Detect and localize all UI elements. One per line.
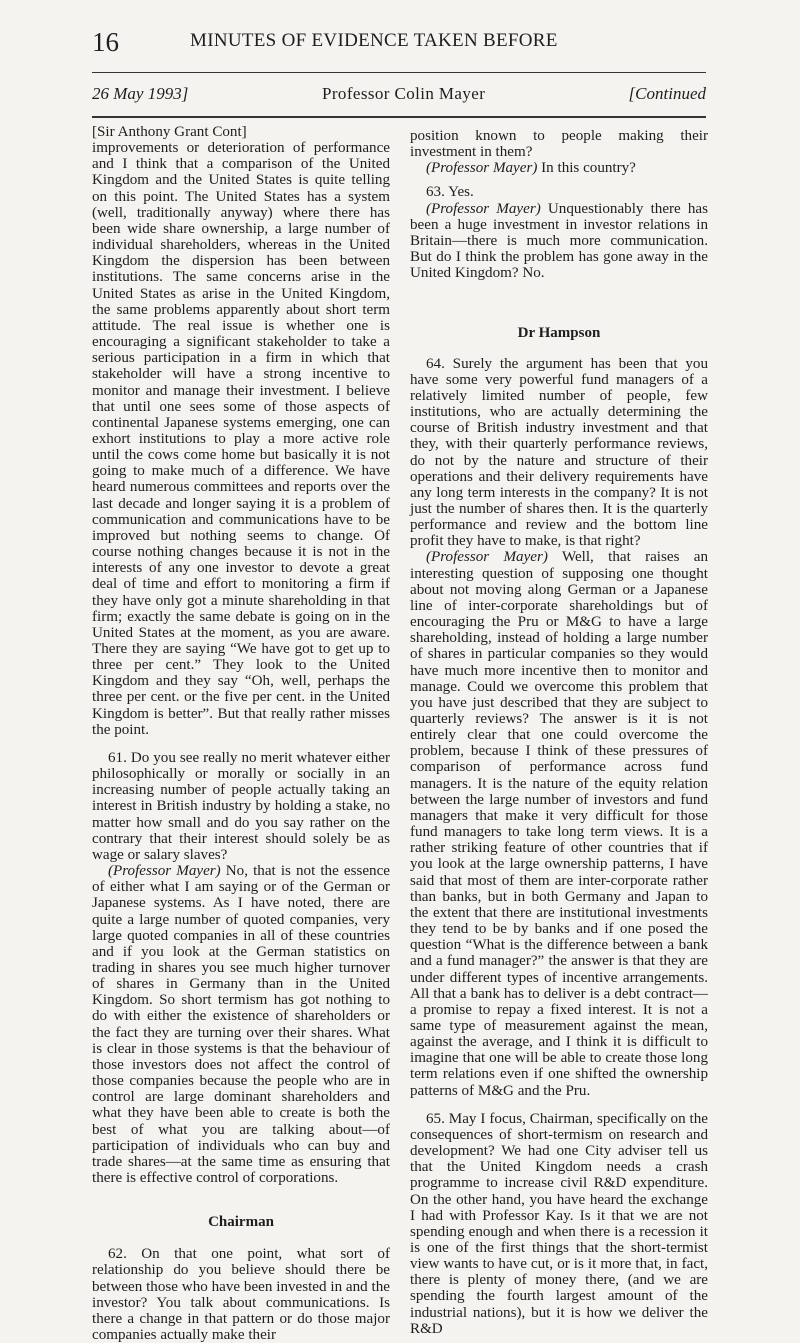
document-title: MINUTES OF EVIDENCE TAKEN BEFORE bbox=[190, 30, 558, 51]
question-64: 64. Surely the argument has been that you have some very powerful fund managers of a relatively limited number of people, few institutions, who are actually determining the course of British industry investment and that they, with their quarterly performance reviews, do not by the nature and structure of their operations and their delivery requirements have any long term interests in the company? It is not just the number of shares then. It is the quarterly performance and review and the bottom line profit they have to make, is that right? bbox=[410, 355, 708, 550]
paragraph: improvements or deterioration of performance and I think that a comparison of the United Kingdom and the United States is quite telling on this point. The United States has a system (well, traditionally anyway) where there has been wide share ownership, a large number of individual shareholders, whereas in the United Kingdom the dispersion has been between institutions. The same concerns arise in the United States as arise in the United Kingdom, the same problems apparently about short term attitude. The real issue is whether one is encouraging a significant stakeholder to take a serious participation in a firm in which that stakeholder will have a strong incentive to monitor and manage their investment. I believe that until one sees some of those aspects of continental Japanese systems emerging, one can exhort institutions to play a more active role until the cows come home but basically it is not going to make much of a difference. We have heard numerous committees and reports over the last decade and longer saying it is a problem of communication and communications have to be improved but nothing seems to change. Of course nothing changes because it is not in the interests of any one investor to devote a great deal of time and effort to monitoring a firm if they have only got a minute shareholding in that firm; exactly the same debate is going on in the United States at the moment, as you are aware. There they are saying “We have got to get up to three per cent.” They look to the United Kingdom and they say “Oh, well, perhaps the three per cent. or the five per cent. in the United Kingdom is better”. But that really rather misses the point. bbox=[92, 140, 390, 738]
speaker-label: [Sir Anthony Grant Cont] bbox=[92, 124, 247, 140]
witness-name: Professor Colin Mayer bbox=[322, 84, 486, 103]
answer-speaker: (Professor Mayer) bbox=[426, 200, 541, 217]
question-65: 65. May I focus, Chairman, specifically on the consequences of short-termism on research and development? We had one City adviser tell us that the United Kingdom needs a crash programme to increase civil R&D expenditure. On the other hand, you have heard the exchange I had with Professor Kay. Is it that we are not spending enough and when there is a recession it is one of the first things that the short-termist view wants to have cut, or is it more that, in fact, there is plenty of money there, (and we are spending the fourth largest amount of the industrial nations), but it is how we deliver the R&D bbox=[410, 1110, 708, 1337]
section-heading-hampson: Dr Hampson bbox=[517, 325, 601, 342]
sitting-date: 26 May 1993] bbox=[92, 84, 189, 103]
answer-64: (Professor Mayer) Well, that raises an interesting question of supposing one thought about not moving along German or a Japanese line of inter-corporate shareholdings but of encouraging the Pru or M&G to have a large shareholding, instead of holding a large number of shares in particular companies so they would have much more incentive then to monitor and manage. Could we overcome this problem that you have just described that they are subject to quarterly reviews? The answer is it is not entirely clear that one could overcome the problem, because I think of these pressures of comparison of performance across fund managers. It is the nature of the equity relation between the large number of investors and fund managers that make it very difficult for those fund managers to take long term views. It is a rather striking feature of other countries that if you look at the large ownership patterns, I have said that most of them are inter-corporate rather than banks, but in both Germany and Japan to the extent that there are institutional investments they tend to be by banks and if one posed the question “What is the difference between a bank and a fund manager?” the answer is that they are under different types of incentive arrangements. All that a bank has to deliver is a debt contract—a promise to repay a fixed interest. It is not a same type of measurement against the mean, against the average, and I think it is difficult to imagine that one will be able to create those long term relations even if one shifted the ownership patterns of M&G and the Pru. bbox=[410, 549, 708, 1099]
question-62-continued: position known to people making their investment in them? bbox=[410, 128, 708, 161]
question-63: 63. Yes. bbox=[426, 184, 474, 201]
header-rule-top bbox=[92, 72, 706, 73]
running-head bbox=[0, 26, 800, 66]
question-62: 62. On that one point, what sort of relationship do you believe should there be between those who have been invested in and the investor? You talk about communications. Is there a change in that pattern or do those major companies actually make their bbox=[92, 1246, 390, 1343]
answer-country: (Professor Mayer) In this country? bbox=[426, 160, 636, 177]
answer-speaker: (Professor Mayer) bbox=[108, 863, 221, 880]
answer-speaker: (Professor Mayer) bbox=[426, 549, 548, 566]
page-number: 16 bbox=[92, 27, 119, 57]
right-column bbox=[410, 124, 708, 1337]
question-61: 61. Do you see really no merit whatever either philosophically or morally or socially in an increasing number of people actually taking an interest in British industry by holding a stake, no matter how small and do you say rather on the contrary that their interest should solely be as wage or salary slaves? bbox=[92, 749, 390, 863]
answer-63: (Professor Mayer) Unquestionably there has been a huge investment in investor relations in Britain—there is much more communication. But do I think the problem has gone away in the United Kingdom? No. bbox=[410, 200, 708, 282]
answer-61: (Professor Mayer) No, that is not the essence of either what I am saying or of the German or Japanese systems. As I have noted, there are quite a large number of quoted companies, very large quoted companies in all of these countries and if you look at the German statistics on trading in shares you see much higher turnover of shares in Germany than in the United Kingdom. So short termism has got nothing to do with either the existence of shareholders or the fact they are turning over their shares. What is clear in those systems is that the behaviour of those investors does not affect the control of those companies because the people who are in control are large dominant shareholders and what they have been able to create is both the best of what you are talking about—of participation of individuals who can buy and trade shares—at the same time as ensuring that there is effective control of corporations. bbox=[92, 863, 390, 1186]
left-column bbox=[92, 124, 390, 1343]
sub-header bbox=[92, 84, 706, 110]
answer-speaker: (Professor Mayer) bbox=[426, 160, 538, 177]
continued-label: [Continued bbox=[628, 84, 706, 103]
section-heading-chairman: Chairman bbox=[208, 1214, 274, 1231]
header-rule-bottom bbox=[92, 116, 706, 118]
